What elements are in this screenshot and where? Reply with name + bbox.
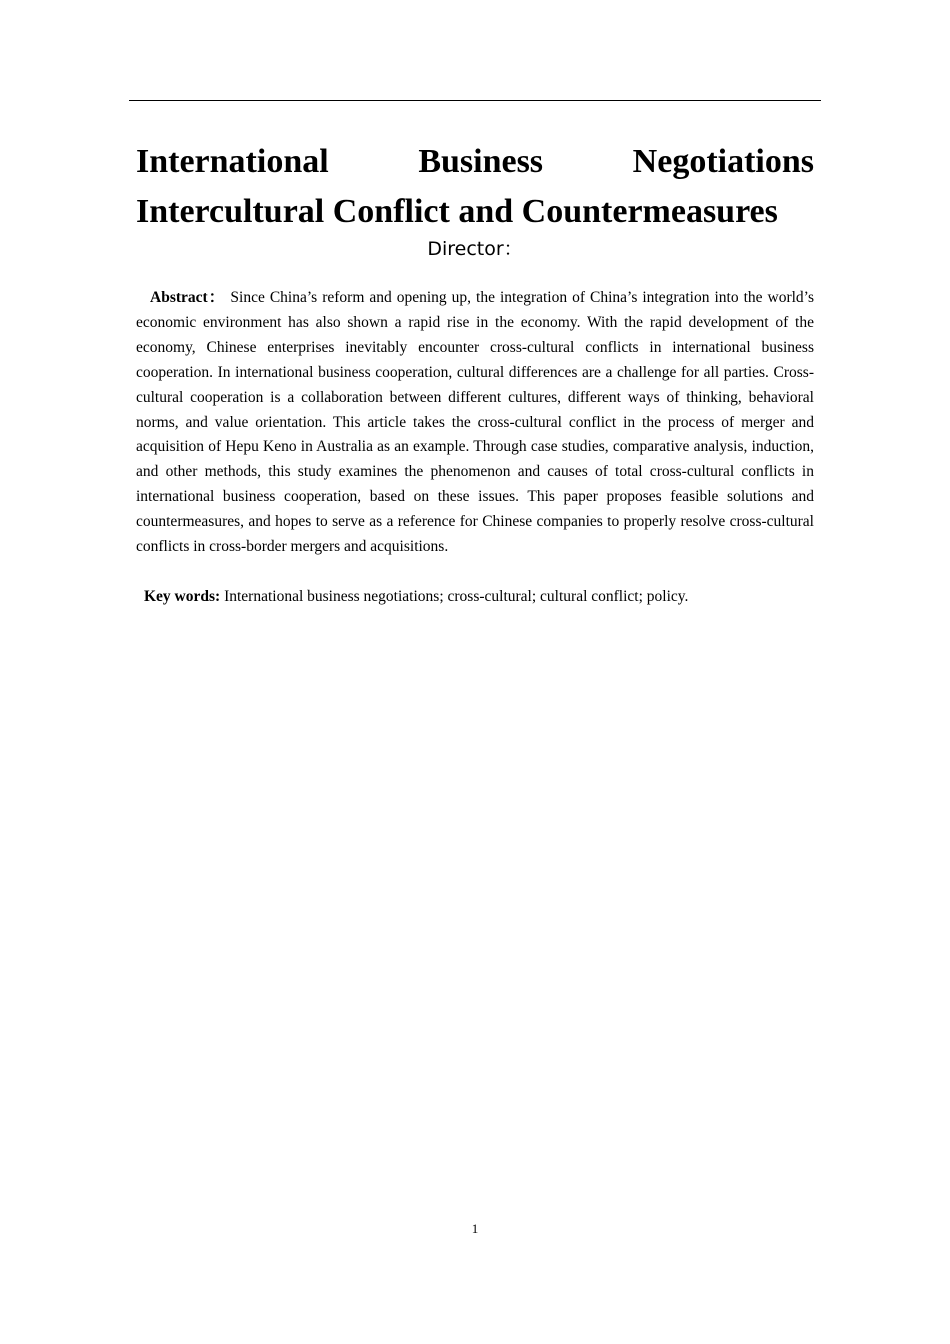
header-rule bbox=[129, 100, 821, 101]
keywords-text: International business negotiations; cross-cultural; cultural conflict; policy. bbox=[224, 588, 689, 605]
title-word-3: Negotiations bbox=[632, 143, 814, 180]
director-label: Director： bbox=[427, 238, 523, 260]
page-number: 1 bbox=[471, 1221, 479, 1236]
keywords-label: Key words: bbox=[144, 588, 221, 605]
keywords-paragraph bbox=[136, 585, 814, 610]
title-word-1: International bbox=[136, 143, 329, 180]
abstract-paragraph bbox=[136, 286, 814, 560]
abstract-text: Since China’s reform and opening up, the integration of China’s integration into the world’s economic environment has also shown a rapid rise in the economy. With the rapid development of the economy, Chinese enterprises inevitably encounter cross-cultural conflicts in international business cooperation. In international business cooperation, cultural differences are a challenge for all parties. Cross-cultural cooperation is a collaboration between different cultures, different ways of thinking, behavioral norms, and value orientation. This article takes the cross-cultural conflict in the process of merger and acquisition of Hepu Keno in Australia as an example. Through case studies, comparative analysis, induction, and other methods, this study examines the phenomenon and causes of total cross-cultural conflicts in international business cooperation, based on these issues. This paper proposes feasible solutions and countermeasures, and hopes to serve as a reference for Chinese companies to properly resolve cross-cultural conflicts in cross-border mergers and acquisitions. bbox=[136, 289, 815, 556]
title-line-2: Intercultural Conflict and Countermeasures bbox=[136, 193, 778, 230]
title-word-2: Business bbox=[418, 143, 544, 180]
title-line-1 bbox=[136, 137, 814, 187]
paper-title bbox=[136, 137, 814, 237]
abstract-label: Abstract： bbox=[150, 289, 226, 306]
